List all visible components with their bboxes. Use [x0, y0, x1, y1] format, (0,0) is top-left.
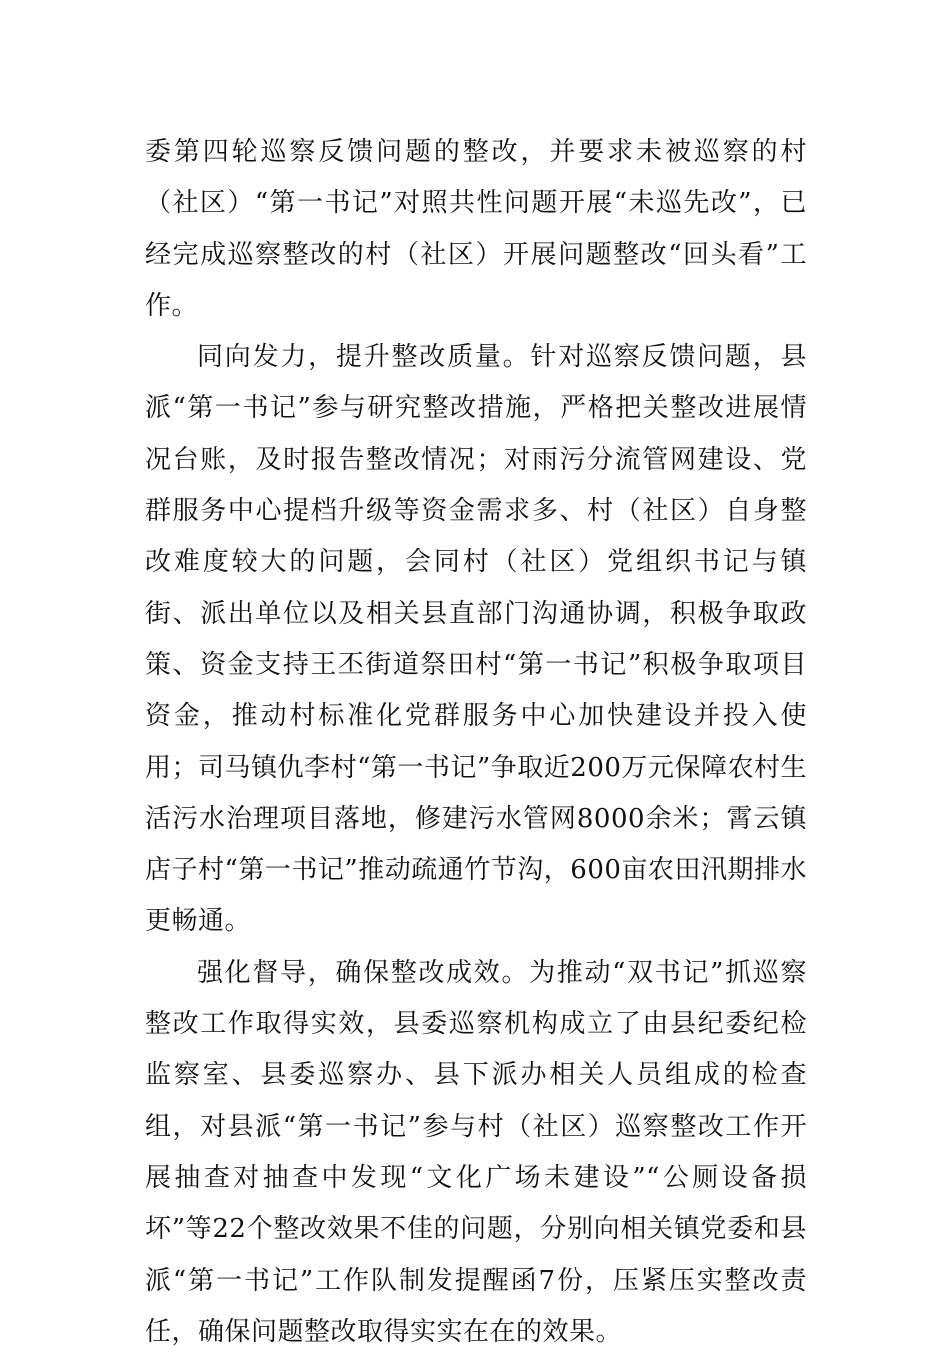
paragraph-continuation: 委第四轮巡察反馈问题的整改，并要求未被巡察的村（社区）“第一书记”对照共性问题开展“未巡先改”，已经完成巡察整改的村（社区）开展问题整改“回头看”工作。: [145, 137, 807, 321]
document-body: [145, 127, 807, 1358]
paragraph-rectification-quality: 同向发力，提升整改质量。针对巡察反馈问题，县派“第一书记”参与研究整改措施，严格把关整改进展情况台账，及时报告整改情况；对雨污分流管网建设、党群服务中心提档升级等资金需求多、村（社区）自身整改难度较大的问题，会同村（社区）党组织书记与镇街、派出单位以及相关县直部门沟通协调，积极争取政策、资金支持王丕街道祭田村“第一书记”积极争取项目资金，推动村标准化党群服务中心加快建设并投入使用；司马镇仇李村“第一书记”争取近200万元保障农村生活污水治理项目落地，修建污水管网8000余米；霄云镇店子村“第一书记”推动疏通竹节沟，600亩农田汛期排水更畅通。: [145, 342, 807, 937]
paragraph-supervision-results: 强化督导，确保整改成效。为推动“双书记”抓巡察整改工作取得实效，县委巡察机构成立了由县纪委纪检监察室、县委巡察办、县下派办相关人员组成的检查组，对县派“第一书记”参与村（社区）巡察整改工作开展抽查对抽查中发现“文化广场未建设”“公厕设备损坏”等22个整改效果不佳的问题，分别向相关镇党委和县派“第一书记”工作队制发提醒函7份，压紧压实整改责任，确保问题整改取得实实在在的效果。: [145, 957, 807, 1347]
